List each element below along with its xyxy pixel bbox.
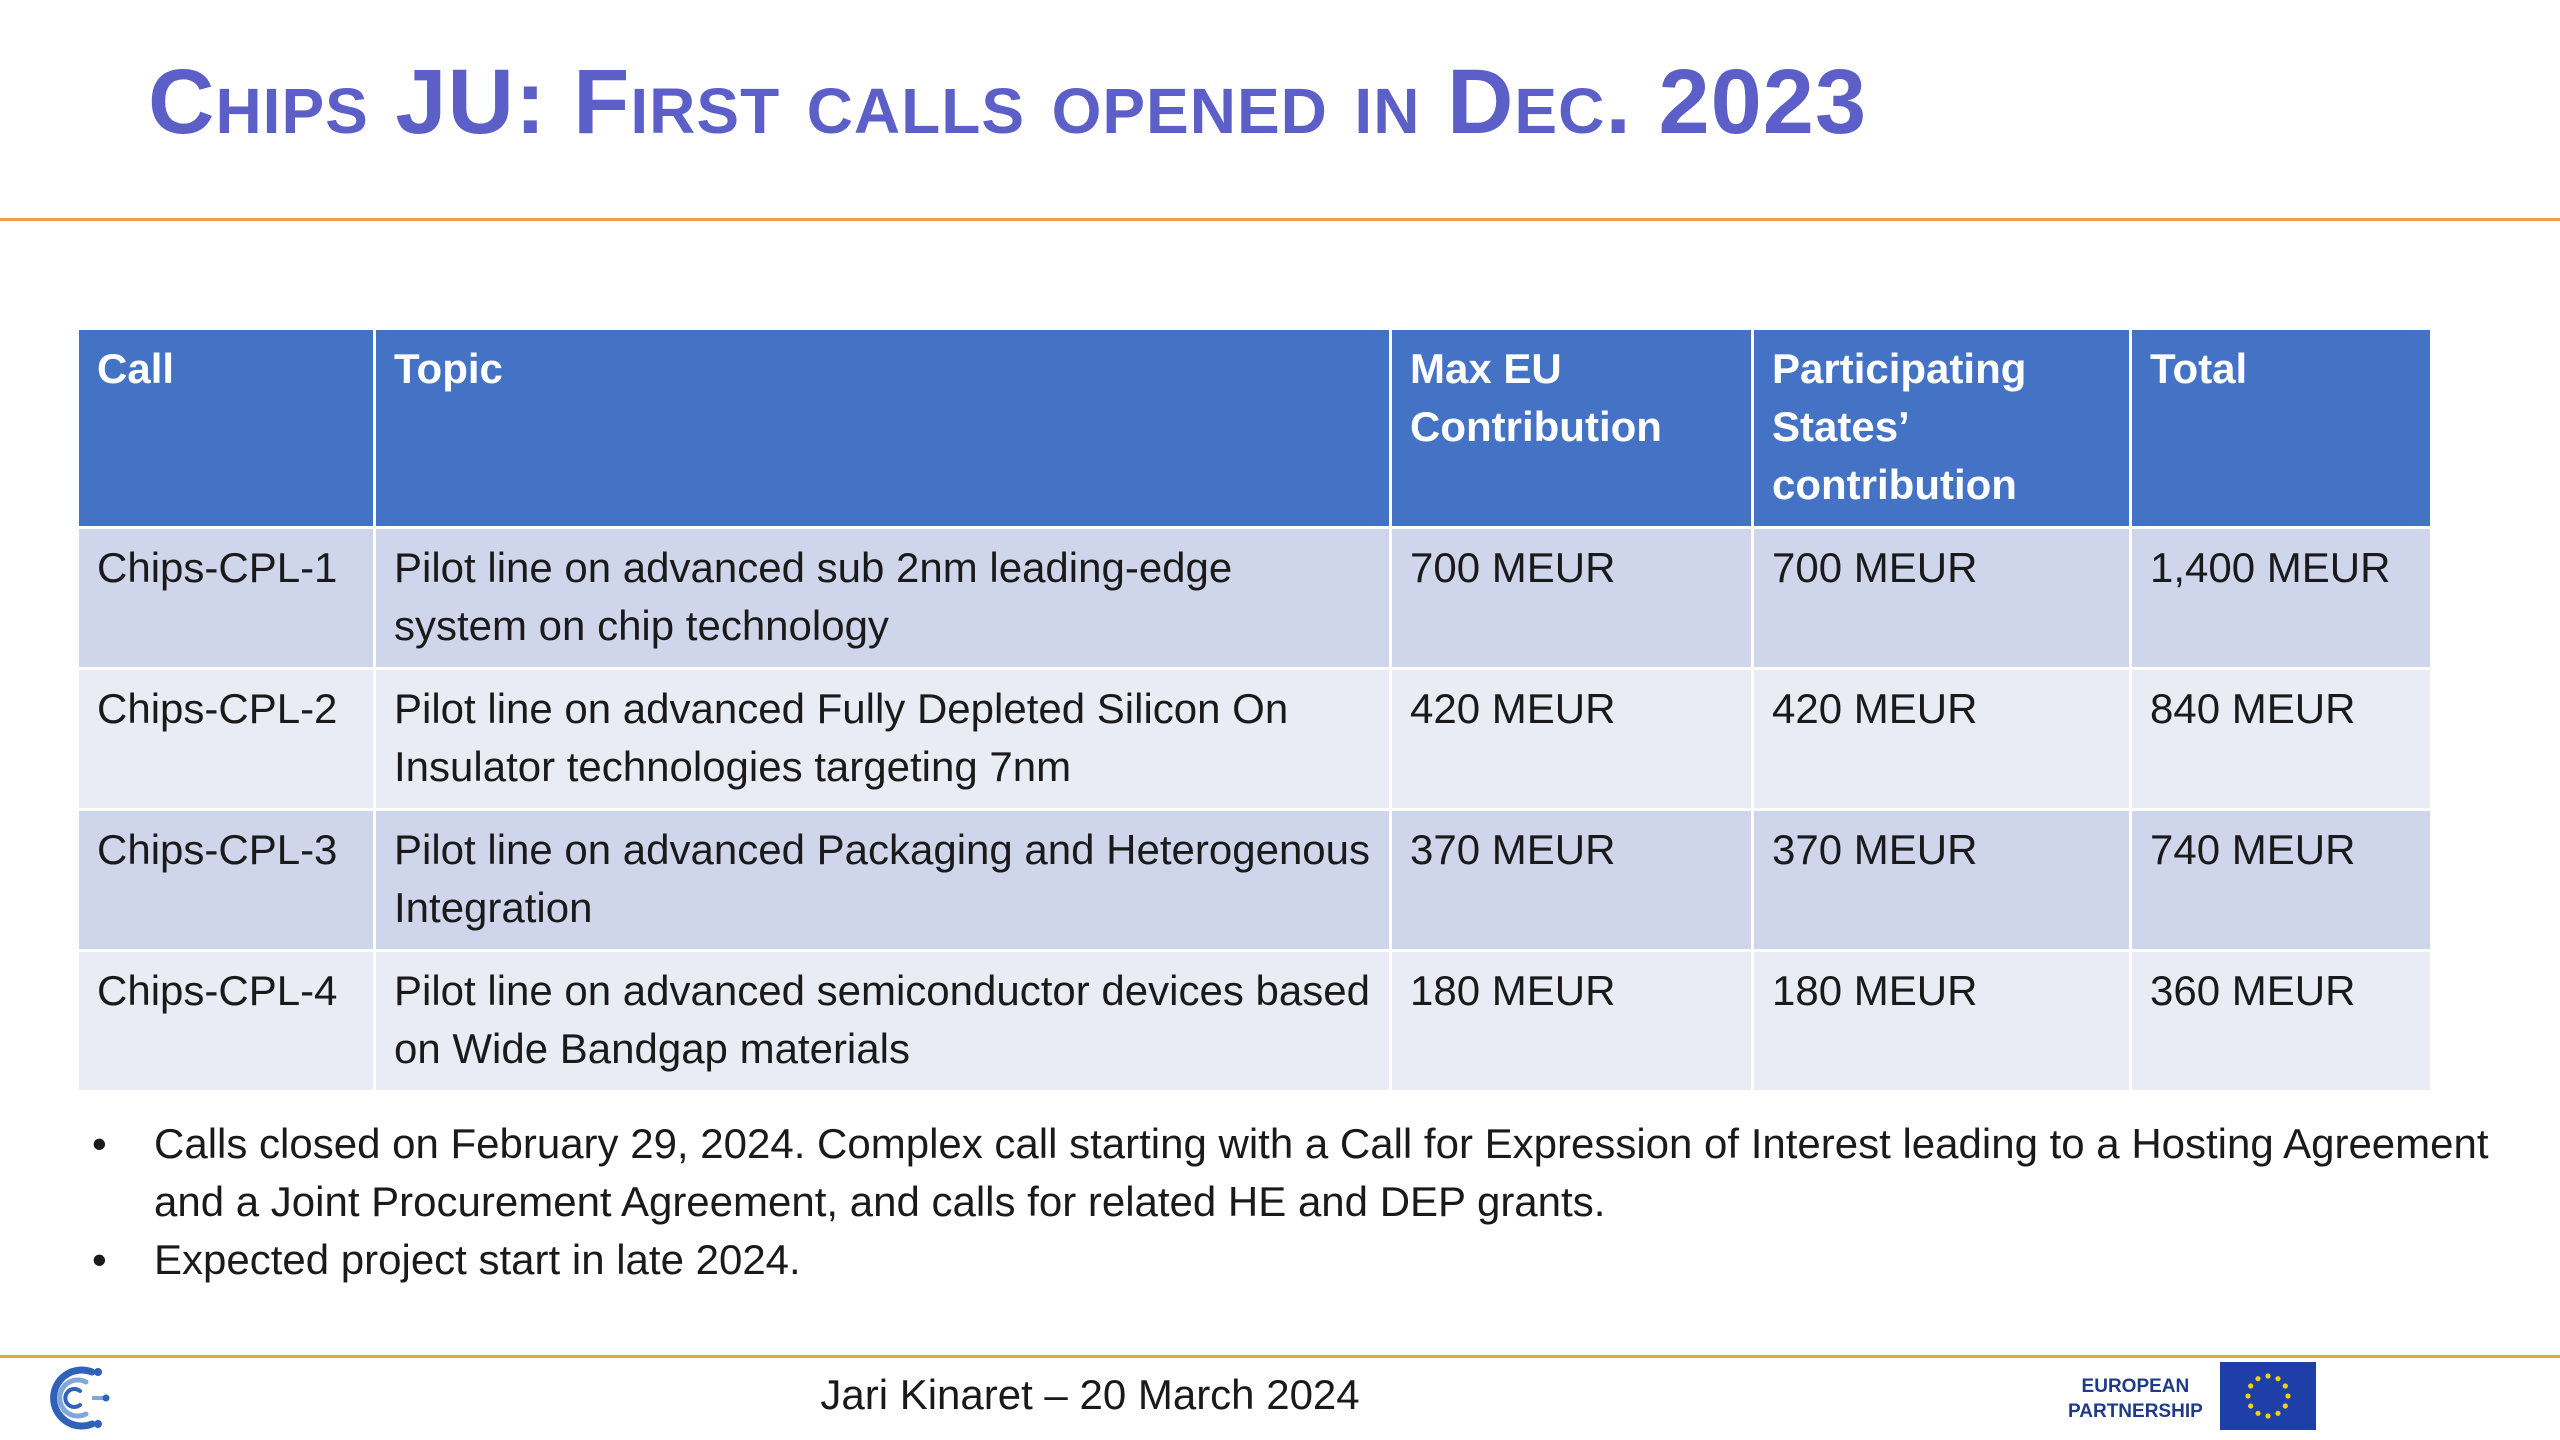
table-row (78, 810, 2432, 951)
cell-participating: 700 MEUR (1753, 528, 2131, 669)
cell-total: 360 MEUR (2131, 951, 2432, 1092)
header-call: Call (78, 329, 375, 528)
header-topic: Topic (375, 329, 1391, 528)
cell-total: 1,400 MEUR (2131, 528, 2432, 669)
cell-max-eu: 370 MEUR (1391, 810, 1753, 951)
header-participating: Participating States’ contribution (1753, 329, 2131, 528)
cell-call: Chips-CPL-1 (78, 528, 375, 669)
bullet-text: Expected project start in late 2024. (154, 1236, 801, 1283)
cell-topic: Pilot line on advanced Packaging and Heterogenous Integration (375, 810, 1391, 951)
eu-flag-icon (2220, 1362, 2316, 1430)
cell-topic: Pilot line on advanced semiconductor devices based on Wide Bandgap materials (375, 951, 1391, 1092)
bullet-marker: • (92, 1236, 107, 1283)
table-row (78, 528, 2432, 669)
partnership-line-1: EUROPEAN (2081, 1376, 2190, 1397)
cell-call: Chips-CPL-4 (78, 951, 375, 1092)
title-divider (0, 218, 2560, 221)
cell-call: Chips-CPL-3 (78, 810, 375, 951)
european-partnership-label (2068, 1374, 2203, 1424)
cell-topic: Pilot line on advanced sub 2nm leading-edge system on chip technology (375, 528, 1391, 669)
cell-participating: 180 MEUR (1753, 951, 2131, 1092)
slide-title: Chips JU: First calls opened in Dec. 2023 (148, 51, 1868, 153)
table-row (78, 951, 2432, 1092)
calls-table (76, 327, 2433, 1093)
bullet-item (92, 1115, 2492, 1231)
bullet-marker: • (92, 1120, 107, 1167)
table-row (78, 669, 2432, 810)
cell-participating: 420 MEUR (1753, 669, 2131, 810)
header-total: Total (2131, 329, 2432, 528)
cell-max-eu: 180 MEUR (1391, 951, 1753, 1092)
bullet-list (92, 1115, 2492, 1289)
partnership-line-2: PARTNERSHIP (2068, 1401, 2203, 1422)
cell-total: 740 MEUR (2131, 810, 2432, 951)
cell-topic: Pilot line on advanced Fully Depleted Silicon On Insulator technologies targeting 7nm (375, 669, 1391, 810)
footer-presenter: Jari Kinaret – 20 March 2024 (820, 1371, 1360, 1418)
cell-max-eu: 700 MEUR (1391, 528, 1753, 669)
cell-participating: 370 MEUR (1753, 810, 2131, 951)
header-max-eu: Max EU Contribution (1391, 329, 1753, 528)
footer-divider (0, 1355, 2560, 1358)
bullet-text: Calls closed on February 29, 2024. Complex call starting with a Call for Expression of Interest leading to a Hosting Agreement and a Joint Procurement Agreement, and calls for related HE and DEP grants. (154, 1120, 2489, 1225)
cell-max-eu: 420 MEUR (1391, 669, 1753, 810)
table-header-row (78, 329, 2432, 528)
cell-call: Chips-CPL-2 (78, 669, 375, 810)
cell-total: 840 MEUR (2131, 669, 2432, 810)
bullet-item (92, 1231, 2492, 1289)
